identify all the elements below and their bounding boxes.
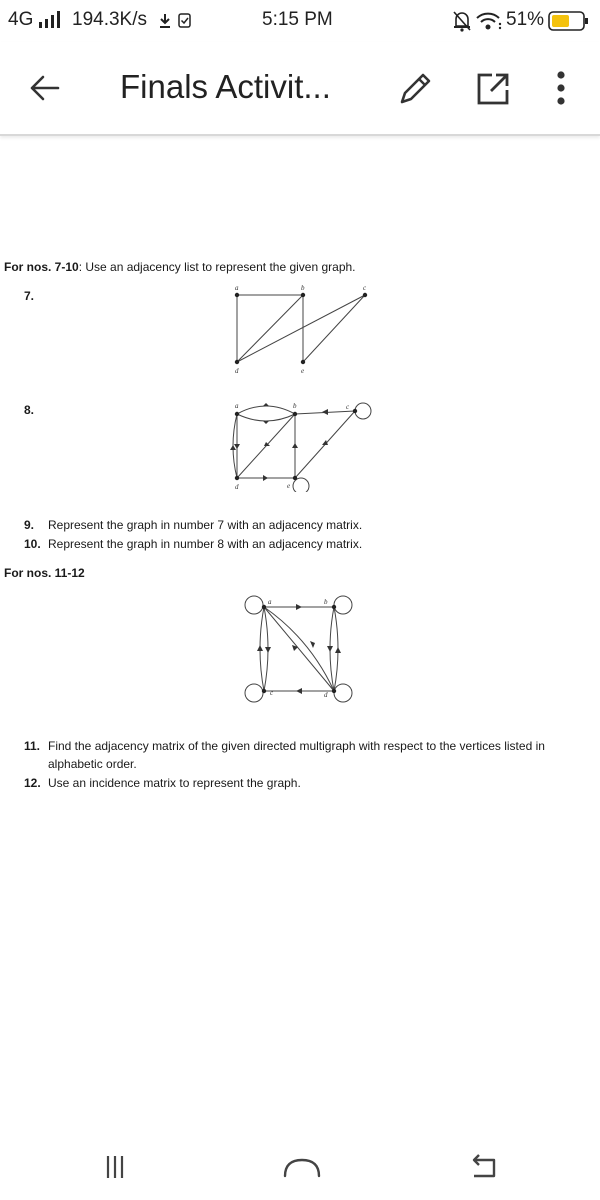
vertex-label-c: c [346,403,350,411]
document-page[interactable] [0,136,600,1136]
section-instruction: : Use an adjacency list to represent the given graph. [78,260,356,274]
page-title: Finals Activit... [120,68,331,105]
question-number-9: 9. [24,518,35,532]
section-label: For nos. 7-10 [4,260,79,274]
vertex-e [293,476,297,480]
vertex-c [363,293,367,297]
vertex-label-d: d [235,367,239,375]
app-bar [0,42,600,136]
question-number-7: 7. [24,289,35,303]
graph-8 [225,400,375,492]
section-heading-11-12: For nos. 11-12 [4,566,85,580]
status-bar [0,0,600,42]
question-number-12: 12. [24,776,41,790]
back-arrow-icon[interactable] [28,74,60,102]
question-text-12: Use an incidence matrix to represent the graph. [48,776,301,790]
question-12 [24,776,301,790]
question-text-11-line2: alphabetic order. [48,757,137,771]
check-box-icon [178,13,192,29]
signal-icon [38,11,64,29]
recent-apps-icon[interactable] [104,1154,126,1180]
wifi-icon [476,11,502,31]
vertex-d [235,476,239,480]
network-type: 4G [8,9,34,30]
battery-icon [548,10,590,32]
vertex-a [262,605,266,609]
vertex-b [293,412,297,416]
vertex-d [235,360,239,364]
vertex-c [262,689,266,693]
vertex-label-b: b [301,284,305,292]
vertex-b [301,293,305,297]
vertex-label-a: a [235,284,239,292]
vertex-label-b: b [324,598,328,606]
question-text-10: Represent the graph in number 8 with an adjacency matrix. [48,537,363,551]
back-rotate-icon[interactable] [470,1154,498,1180]
mute-bell-icon [452,10,472,32]
vertex-d [332,689,336,693]
question-text-11-line1: Find the adjacency matrix of the given directed multigraph with respect to the vertices listed in [48,739,545,753]
vertex-label-c: c [363,284,367,292]
open-external-icon[interactable] [476,72,510,106]
vertex-a [235,412,239,416]
vertex-label-a: a [235,402,239,410]
vertex-label-d: d [235,483,239,491]
question-9 [24,518,363,532]
network-speed: 194.3K/s [72,9,147,30]
vertex-b [332,605,336,609]
vertex-a [235,293,239,297]
question-10 [24,537,363,551]
question-number-10: 10. [24,537,41,551]
graph-11 [236,591,368,709]
vertex-label-e: e [287,482,291,490]
vertex-c [353,409,357,413]
download-icon [158,13,172,29]
vertex-label-b: b [293,402,297,410]
more-options-icon[interactable] [555,70,567,108]
graph-7 [225,284,375,376]
question-11 [24,739,545,753]
section-heading-7-10 [4,260,356,274]
vertex-label-a: a [268,598,272,606]
home-icon[interactable] [282,1154,322,1180]
navigation-bar [0,1136,600,1200]
vertex-label-d: d [324,691,328,699]
battery-percent: 51% [506,9,545,30]
vertex-label-e: e [301,367,305,375]
clock: 5:15 PM [262,9,333,30]
vertex-label-c: c [270,689,274,697]
question-number-8: 8. [24,403,35,417]
question-text-9: Represent the graph in number 7 with an adjacency matrix. [48,518,363,532]
edit-pencil-icon[interactable] [396,70,434,108]
question-number-11: 11. [24,739,41,753]
vertex-e [301,360,305,364]
